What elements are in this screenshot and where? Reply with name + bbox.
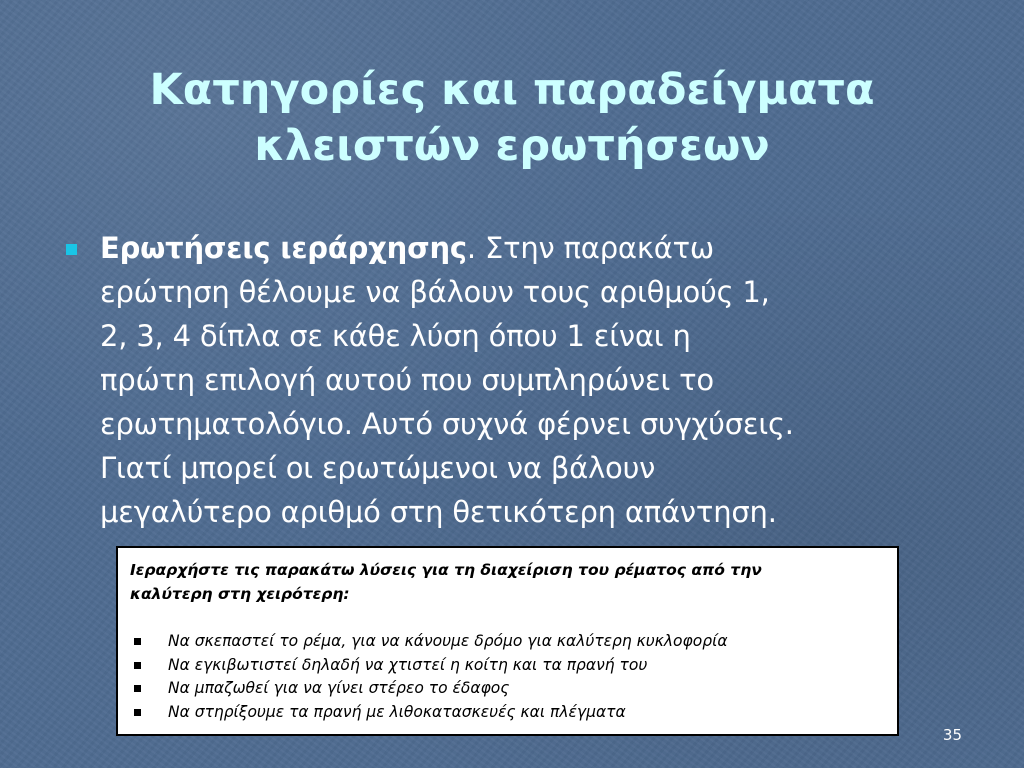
slide-title — [60, 62, 964, 174]
slide-title-line-2: κλειστών ερωτήσεων — [254, 121, 770, 171]
question-options-list — [132, 630, 728, 724]
bullet-line-1 — [100, 226, 962, 270]
square-bullet-icon — [134, 638, 141, 645]
square-bullet-icon — [134, 662, 141, 669]
question-option — [132, 701, 728, 725]
square-bullet-icon — [134, 685, 141, 692]
bullet-text — [100, 226, 962, 534]
bullet-line-2: ερώτηση θέλουμε να βάλουν τους αριθμούς 1, — [100, 275, 770, 309]
slide-title-line-1: Κατηγορίες και παραδείγματα — [149, 65, 875, 115]
bullet-line-4: πρώτη επιλογή αυτού που συμπληρώνει το — [100, 363, 714, 397]
bullet-line-1-rest: . Στην παρακάτω — [466, 231, 714, 265]
question-option-text: Να εγκιβωτιστεί δηλαδή να χτιστεί η κοίτη και τα πρανή του — [168, 655, 648, 674]
question-option — [132, 630, 728, 654]
bullet-line-3: 2, 3, 4 δίπλα σε κάθε λύση όπου 1 είναι η — [100, 319, 691, 353]
question-option-text: Να στηρίξουμε τα πρανή με λιθοκατασκευές και πλέγματα — [168, 702, 626, 721]
bullet-item — [62, 226, 962, 534]
square-bullet-icon — [134, 709, 141, 716]
example-question-box — [116, 546, 899, 736]
question-option — [132, 654, 728, 678]
bullet-line-5: ερωτηματολόγιο. Αυτό συχνά φέρνει συγχύσεις. — [100, 407, 794, 441]
bullet-bold-term: Ερωτήσεις ιεράρχησης — [100, 231, 467, 265]
slide-page-number: 35 — [942, 726, 962, 744]
question-option-text: Να σκεπαστεί το ρέμα, για να κάνουμε δρόμο για καλύτερη κυκλοφορία — [168, 632, 728, 650]
question-instruction-line-1: Ιεραρχήστε τις παρακάτω λύσεις για τη διαχείριση του ρέματος από την — [130, 561, 762, 579]
question-instruction — [130, 558, 900, 606]
bullet-square-icon — [66, 244, 77, 255]
bullet-line-7: μεγαλύτερο αριθμό στη θετικότερη απάντηση. — [100, 495, 777, 529]
bullet-line-6: Γιατί μπορεί οι ερωτώμενοι να βάλουν — [100, 451, 656, 485]
question-option-text: Να μπαζωθεί για να γίνει στέρεο το έδαφος — [168, 679, 510, 697]
question-instruction-line-2: καλύτερη στη χειρότερη: — [130, 585, 350, 603]
question-option — [132, 677, 728, 701]
